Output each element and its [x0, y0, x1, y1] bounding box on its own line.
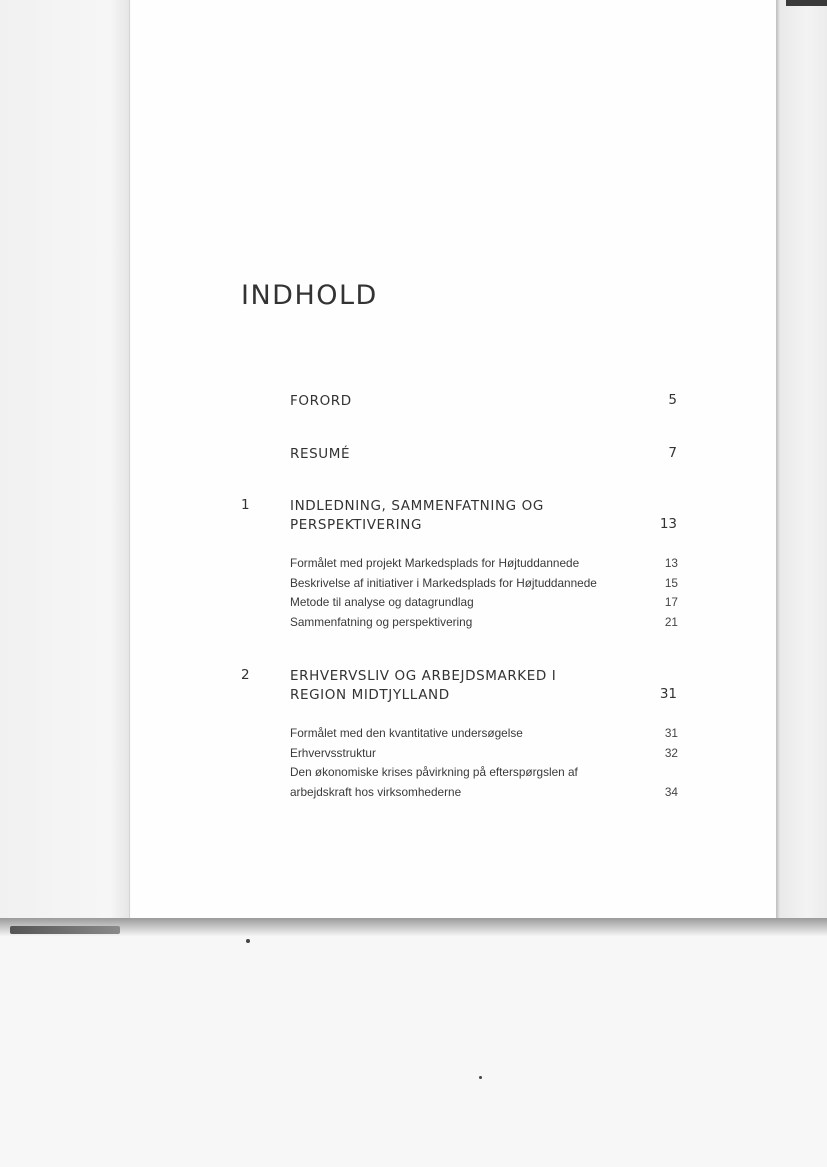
chapter-page: 13 — [659, 516, 677, 532]
chapter-1-sections — [290, 554, 678, 632]
toc-entry-label: RESUMÉ — [290, 446, 351, 462]
toc-title: INDHOLD — [241, 280, 378, 311]
toc-entry-page: 7 — [668, 445, 677, 461]
section-label: Formålet med den kvantitative undersøgelse — [290, 726, 523, 740]
scan-right-margin — [776, 0, 827, 925]
section-label: Sammenfatning og perspektivering — [290, 614, 473, 629]
section-page: 13 — [664, 556, 678, 570]
scan-bottom-shadow-dark — [10, 926, 120, 934]
section-label: Metode til analyse og datagrundlag — [290, 595, 474, 609]
toc-section[interactable] — [290, 744, 678, 764]
scan-speck — [479, 1076, 482, 1079]
toc-section[interactable] — [290, 724, 678, 744]
chapter-title: ERHVERVSLIV OG ARBEJDSMARKED I REGION MIDTJYLLAND — [290, 668, 557, 703]
section-page: 31 — [664, 726, 678, 740]
section-page: 21 — [664, 614, 678, 629]
chapter-page: 31 — [659, 686, 677, 702]
chapter-title: INDLEDNING, SAMMENFATNING OG PERSPEKTIVERING — [290, 498, 544, 533]
toc-section[interactable] — [290, 763, 678, 802]
scan-corner-mark — [786, 0, 827, 6]
toc-section[interactable] — [290, 593, 678, 613]
section-page: 34 — [664, 784, 678, 799]
toc-section[interactable] — [290, 554, 678, 574]
section-label: Den økonomiske krises påvirkning på efterspørgslen af arbejdskraft hos virksomhederne — [290, 765, 578, 799]
toc-entry-label: FORORD — [290, 393, 352, 409]
section-label: Erhvervsstruktur — [290, 745, 376, 760]
chapter-number: 2 — [241, 667, 250, 683]
scan-left-margin — [0, 0, 130, 925]
section-page: 15 — [664, 575, 678, 590]
section-page: 17 — [664, 595, 678, 609]
section-label: Formålet med projekt Markedsplads for Højtuddannede — [290, 556, 580, 570]
section-page: 32 — [664, 745, 678, 760]
toc-section[interactable] — [290, 613, 678, 633]
chapter-2-sections — [290, 724, 678, 802]
scan-speck — [246, 939, 250, 943]
toc-entry-page: 5 — [668, 392, 677, 408]
scan-bottom-shadow — [0, 918, 827, 936]
toc-section[interactable] — [290, 574, 678, 594]
chapter-number: 1 — [241, 497, 250, 513]
section-label: Beskrivelse af initiativer i Markedsplads for Højtuddannede — [290, 575, 597, 590]
scan-bottom-area — [0, 936, 827, 1167]
